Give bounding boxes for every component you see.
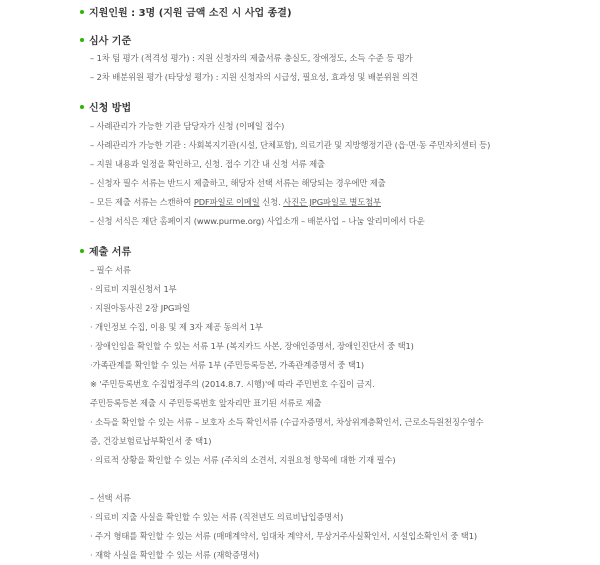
required-docs-label: – 필수 서류 [90,265,131,275]
required-doc-6-cont: 증, 건강보험료납부확인서 중 택1) [90,436,212,446]
bullet-icon [80,105,84,109]
method-line-5-part-2: 신청. [259,197,284,207]
section-title-documents: 제출 서류 [89,247,132,258]
method-line-6: – 신청 서식은 재단 홈페이지 (www.purme.org) 사업소개 – 배분사업 – 나눔 알리미에서 다운 [90,216,425,226]
required-doc-4: · 장애인임을 확인할 수 있는 서류 1부 (복지카드 사본, 장애인증명서, 장애인진단서 중 택1) [90,341,414,351]
review-line-1: – 1차 팀 평가 (적격성 평가) : 지원 신청자의 제출서류 충실도, 장애정도, 소득 수준 등 평가 [90,53,413,63]
required-doc-5: ·가족관계를 확인할 수 있는 서류 1부 (주민등록등본, 가족관계증명서 중 택1) [90,360,365,370]
pdf-email-note: PDF파일로 이메일 [193,197,260,207]
note-line-2: 주민등록등본 제출 시 주민등록번호 앞자리만 표기된 서류로 제출 [90,398,322,408]
recipients-line: 지원인원 : 3명 (지원 금액 소진 시 사업 종결) [89,8,292,19]
section-title-review-criteria: 심사 기준 [89,36,132,47]
section-title-application-method: 신청 방법 [89,103,132,114]
required-doc-1: · 의료비 지원신청서 1부 [90,284,177,294]
required-doc-6: · 소득을 확인할 수 있는 서류 – 보호자 소득 확인서류 (수급자증명서, 차상위계층확인서, 근로소득원천징수영수 [90,417,484,427]
optional-doc-3: · 재학 사실을 확인할 수 있는 서류 (재학증명서) [90,550,260,560]
bullet-icon [80,249,84,253]
bullet-icon [80,38,84,42]
optional-doc-1: · 의료비 지출 사실을 확인할 수 있는 서류 (직전년도 의료비납입증명서) [90,512,344,522]
method-line-4: – 신청자 필수 서류는 반드시 제출하고, 해당자 선택 서류는 해당되는 경우에만 제출 [90,178,386,188]
method-line-5-part-1: – 모든 제출 서류는 스캔하여 [90,197,194,207]
method-line-1: – 사례관리가 가능한 기관 담당자가 신청 (이메일 접수) [90,121,285,131]
required-doc-2: · 지원아동사진 2장 JPG파일 [90,303,191,313]
method-line-3: – 지원 내용과 일정을 확인하고, 신청. 접수 기간 내 신청 서류 제출 [90,159,325,169]
note-line-1: ※ '주민등록번호 수집법정주의 (2014.8.7. 시행)'에 따라 주민번호 수집이 금지. [90,379,375,389]
method-line-5 [90,196,381,208]
optional-docs-label: – 선택 서류 [90,493,131,503]
required-doc-7: · 의료적 상황을 확인할 수 있는 서류 (주치의 소견서, 지원요청 항목에 대한 기재 필수) [90,455,396,465]
review-line-2: – 2차 배분위원 평가 (타당성 평가) : 지원 신청자의 시급성, 필요성, 효과성 및 배분위원 의견 [90,72,418,82]
required-doc-3: · 개인정보 수집, 이용 및 제 3자 제공 동의서 1부 [90,322,263,332]
bullet-icon [80,10,84,14]
optional-doc-2: · 주거 형태를 확인할 수 있는 서류 (매매계약서, 임대차 계약서, 무상거주사실확인서, 시설입소확인서 중 택1) [90,531,478,541]
jpg-attach-note: 사진은 JPG파일로 별도첨부 [283,197,381,207]
method-line-2: – 사례관리가 가능한 기관 : 사회복지기관(시설, 단체포함), 의료기관 및 지방행정기관 (읍·면·동 주민자치센터 등) [90,140,491,150]
